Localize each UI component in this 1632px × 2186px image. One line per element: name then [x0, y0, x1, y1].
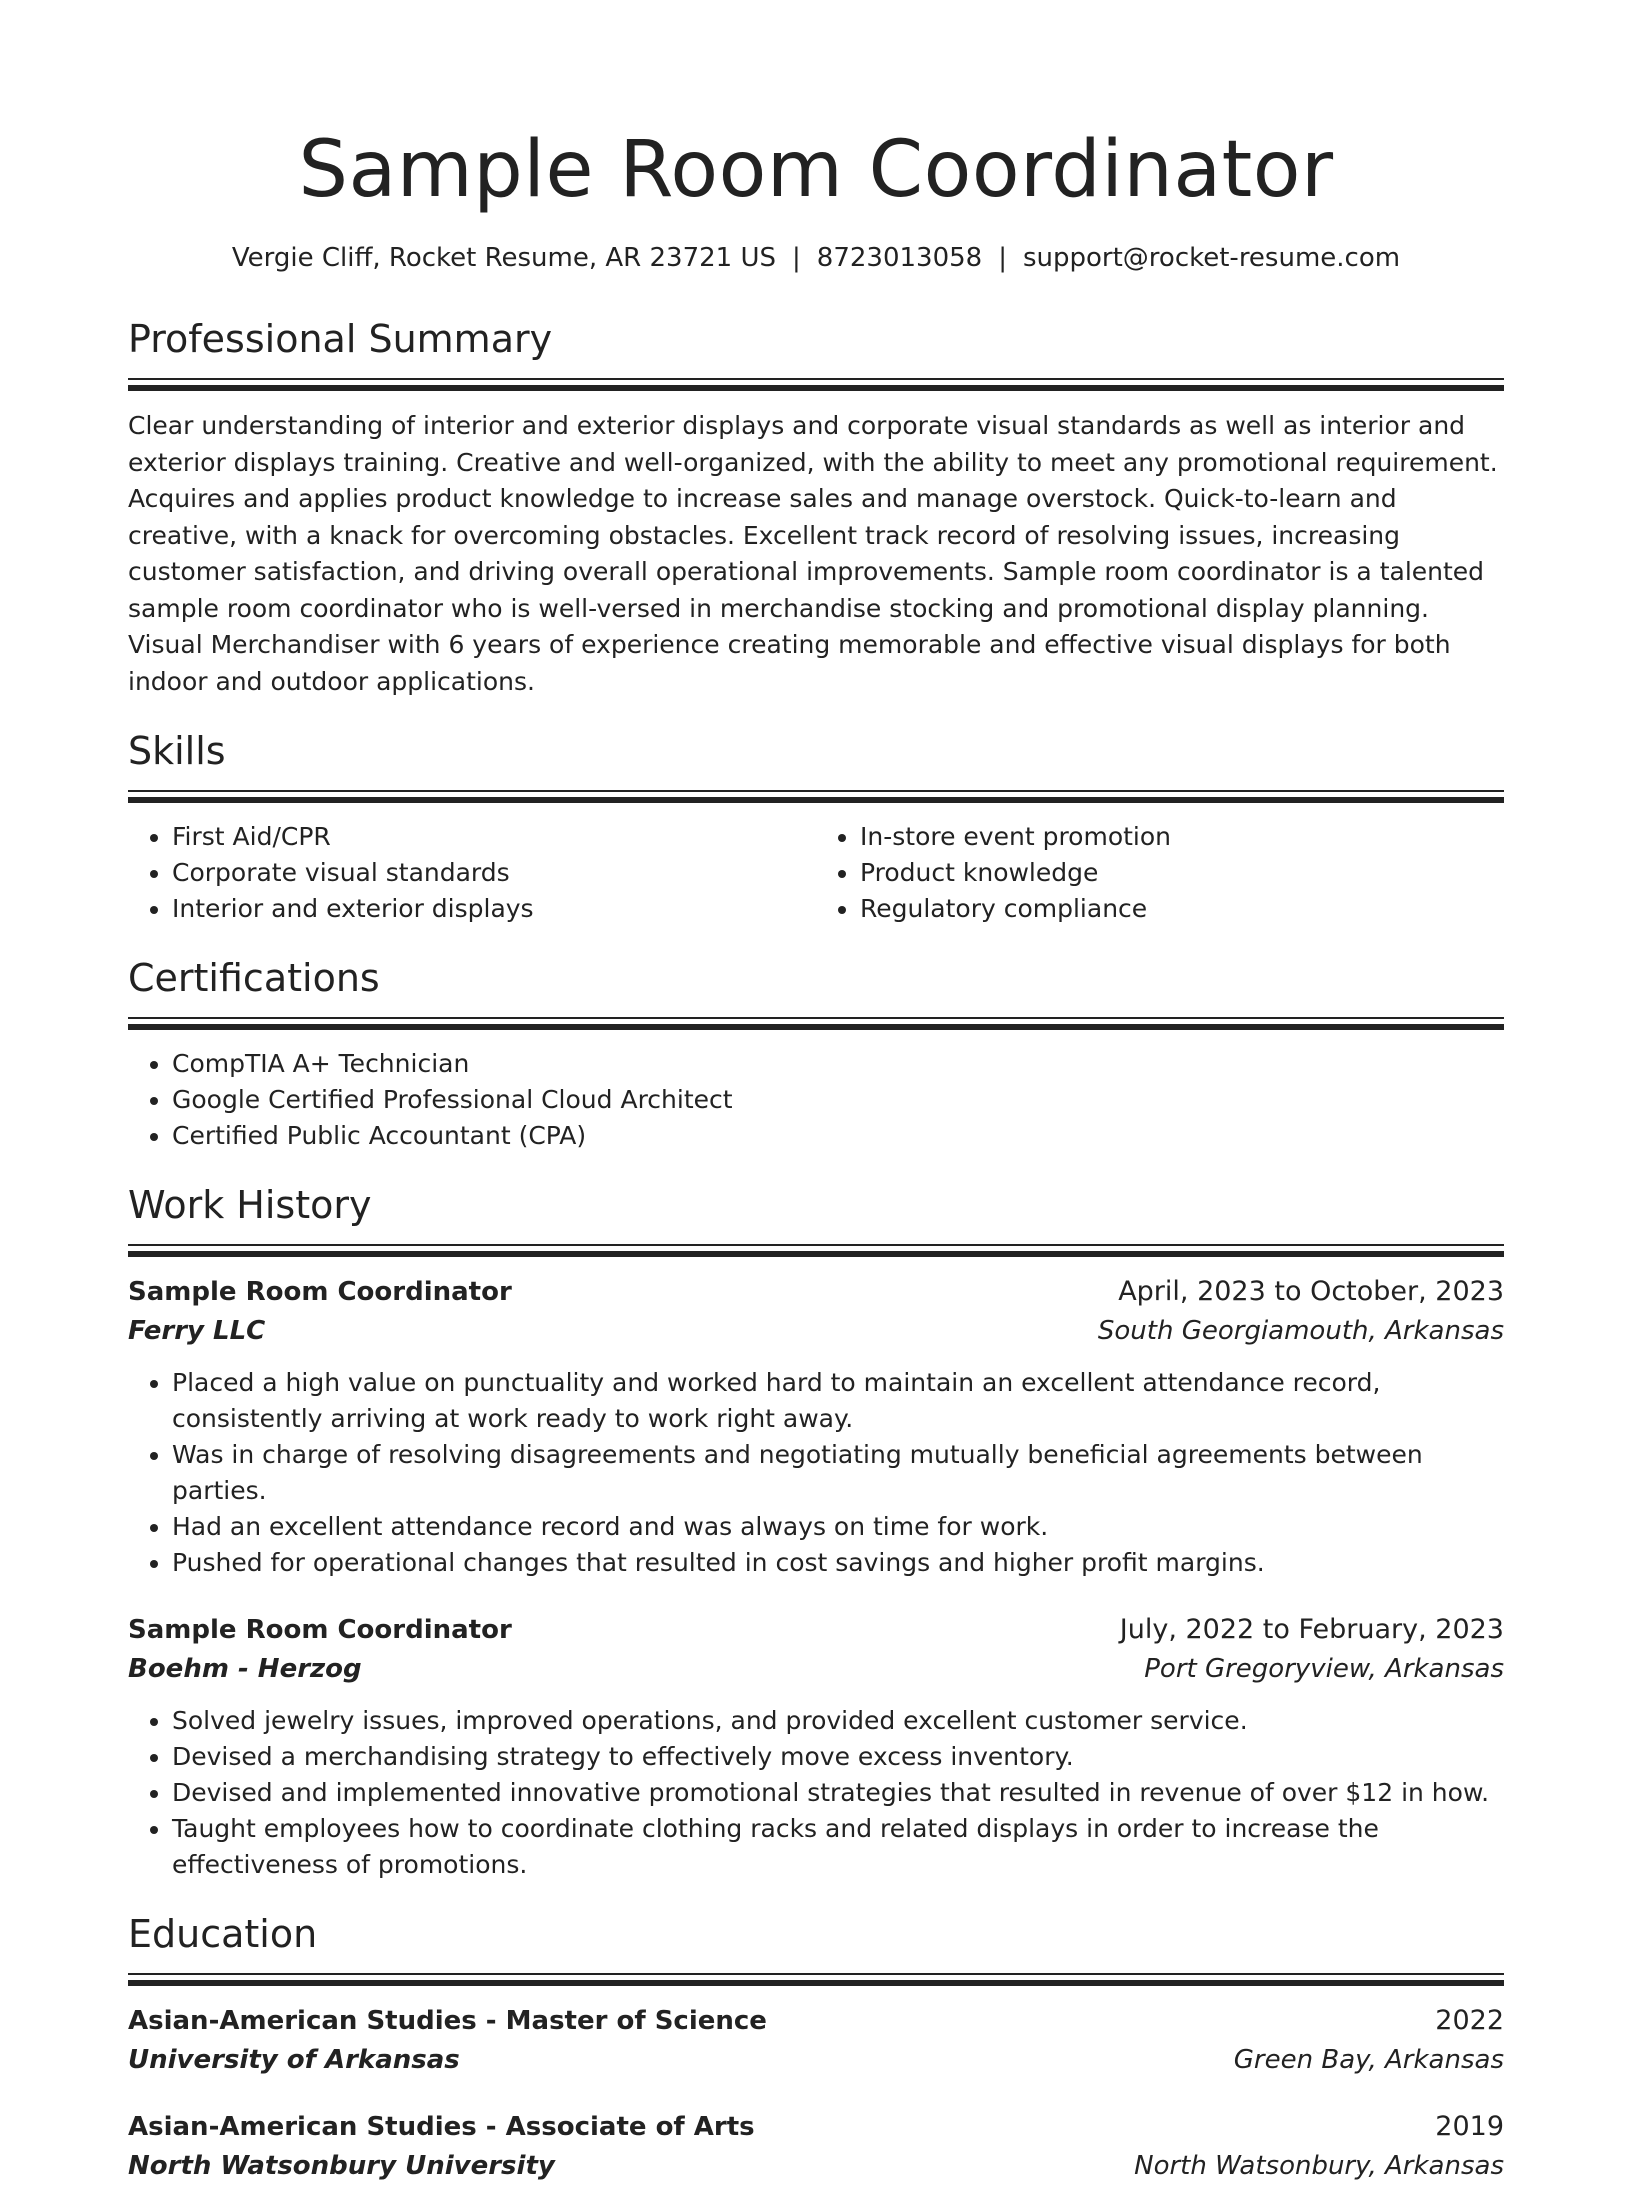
contact-phone: 8723013058 [816, 243, 983, 273]
certification-item: • Certified Public Accountant (CPA) [172, 1118, 1504, 1154]
section-divider [128, 1024, 1504, 1030]
education-year: 2022 [1435, 2005, 1504, 2036]
job-bullet: • Taught employees how to coordinate clothing racks and related displays in order to increase the effectiveness of promotions. [172, 1811, 1504, 1883]
job-bullet: • Was in charge of resolving disagreements and negotiating mutually beneficial agreements between parties. [172, 1437, 1504, 1509]
job-title: Sample Room Coordinator [128, 1277, 512, 1307]
job-bullet: • Devised and implemented innovative promotional strategies that resulted in revenue of over $12 in how. [172, 1775, 1504, 1811]
education-header [128, 2002, 1504, 2040]
education-header [128, 2108, 1504, 2146]
resume-name: Sample Room Coordinator [298, 125, 1334, 215]
section-divider [128, 385, 1504, 391]
certification-item: • Google Certified Professional Cloud Architect [172, 1082, 1504, 1118]
job-bullets [128, 1703, 1504, 1883]
section-divider [128, 1244, 1504, 1246]
job-bullets [128, 1365, 1504, 1581]
contact-separator: | [998, 243, 1007, 273]
job-title: Sample Room Coordinator [128, 1615, 512, 1645]
skills-list-right [816, 819, 1504, 927]
section-title-skills: Skills [128, 729, 226, 773]
contact-address: Vergie Cliff, Rocket Resume, AR 23721 US [231, 243, 777, 273]
section-divider [128, 797, 1504, 803]
job-header [128, 1611, 1504, 1649]
section-divider [128, 1973, 1504, 1975]
education-school: North Watsonbury University [128, 2151, 555, 2181]
contact-line [128, 240, 1504, 276]
job-entry [128, 1273, 1504, 1581]
contact-separator: | [792, 243, 801, 273]
job-entry [128, 1611, 1504, 1883]
education-degree: Asian-American Studies - Associate of Arts [128, 2112, 755, 2142]
certifications-list [128, 1046, 1504, 1154]
summary-text: Clear understanding of interior and exterior displays and corporate visual standards as well as interior and exterior displays training. Creative and well-organized, with the ability to meet any promotional requirement. Acquires and applies product knowledge to increase sales and manage overstock. Quick-to-learn and creative, with a knack for overcoming obstacles. Excellent track record of resolving issues, increasing customer satisfaction, and driving overall operational improvements. Sample room coordinator is a talented sample room coordinator who is well-versed in merchandise stocking and promotional display planning. Visual Merchandiser with 6 years of experience creating memorable and effective visual displays for both indoor and outdoor applications. [128, 411, 1498, 696]
education-subheader [128, 2146, 1504, 2186]
job-company: Boehm - Herzog [128, 1654, 362, 1684]
section-title-work-history: Work History [128, 1183, 372, 1227]
job-company: Ferry LLC [128, 1316, 266, 1346]
certification-item: • CompTIA A+ Technician [172, 1046, 1504, 1082]
skill-item: • In-store event promotion [860, 819, 1504, 855]
job-bullet: • Solved jewelry issues, improved operations, and provided excellent customer service. [172, 1703, 1504, 1739]
education-location: Green Bay, Arkansas [1233, 2045, 1504, 2075]
job-header [128, 1273, 1504, 1311]
job-dates: July, 2022 to February, 2023 [1119, 1614, 1504, 1645]
skills-list-left [128, 819, 816, 927]
contact-email: support@rocket-resume.com [1022, 243, 1401, 273]
education-entry [128, 2108, 1504, 2186]
job-bullet: • Had an excellent attendance record and was always on time for work. [172, 1509, 1504, 1545]
resume-page [128, 118, 1504, 2186]
skill-item: • Product knowledge [860, 855, 1504, 891]
section-divider [128, 1251, 1504, 1257]
section-title-certifications: Certifications [128, 956, 380, 1000]
skills-columns [128, 819, 1504, 927]
skill-item: • First Aid/CPR [172, 819, 816, 855]
work-history-section [128, 1180, 1504, 1883]
education-degree: Asian-American Studies - Master of Science [128, 2006, 767, 2036]
skill-item: • Corporate visual standards [172, 855, 816, 891]
job-location: Port Gregoryview, Arkansas [1144, 1654, 1504, 1684]
education-subheader [128, 2040, 1504, 2080]
section-divider [128, 378, 1504, 380]
section-divider [128, 1017, 1504, 1019]
job-location: South Georgiamouth, Arkansas [1097, 1316, 1504, 1346]
education-school: University of Arkansas [128, 2045, 460, 2075]
education-location: North Watsonbury, Arkansas [1134, 2151, 1504, 2181]
job-dates: April, 2023 to October, 2023 [1118, 1276, 1504, 1307]
section-title-summary: Professional Summary [128, 317, 553, 361]
job-bullet: • Pushed for operational changes that resulted in cost savings and higher profit margins. [172, 1545, 1504, 1581]
skills-section [128, 726, 1504, 927]
job-subheader [128, 1311, 1504, 1351]
job-bullet: • Devised a merchandising strategy to effectively move excess inventory. [172, 1739, 1504, 1775]
section-divider [128, 790, 1504, 792]
job-subheader [128, 1649, 1504, 1689]
education-section [128, 1909, 1504, 2186]
skill-item: • Interior and exterior displays [172, 891, 816, 927]
section-title-education: Education [128, 1912, 318, 1956]
job-bullet: • Placed a high value on punctuality and worked hard to maintain an excellent attendance record, consistently arriving at work ready to work right away. [172, 1365, 1504, 1437]
summary-section [128, 314, 1504, 700]
education-year: 2019 [1435, 2111, 1504, 2142]
certifications-section [128, 953, 1504, 1154]
education-entry [128, 2002, 1504, 2080]
skill-item: • Regulatory compliance [860, 891, 1504, 927]
section-divider [128, 1980, 1504, 1986]
